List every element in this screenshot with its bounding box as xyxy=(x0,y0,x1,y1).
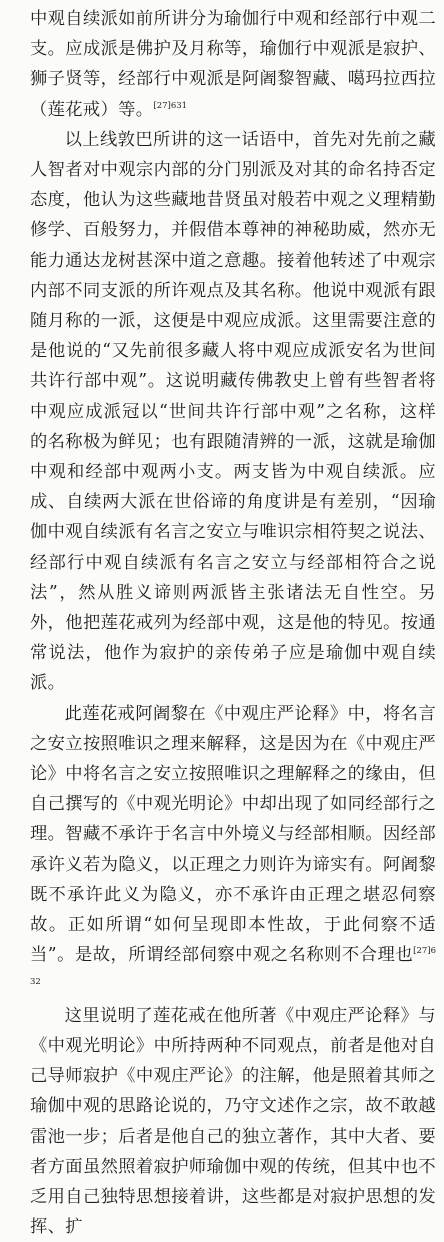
paragraph-1 xyxy=(30,4,436,125)
paragraph-4 xyxy=(30,1001,436,1242)
paragraph-3 xyxy=(30,699,436,1001)
citation-ref-1: [27]631 xyxy=(153,100,188,111)
paragraph-3-text: 此莲花戒阿阇黎在《中观庄严论释》中，将名言之安立按照唯识之理来解释，这是因为在《中观庄严论》中将名言之安立按照唯识之理解释之的缘由，但自己撰写的《中观光明论》中却出现了如同经部行之理。智藏不承许于名言中外境义与经部相顺。因经部承许义若为隐义，以正理之力则许为谛实有。阿阇黎既不承许此义为隐义，亦不承许由正理之堪忍伺察故。正如所谓“如何呈现即本性故，于此伺察不适当”。是故，所谓经部伺察中观之名称则不合理也 xyxy=(30,703,436,966)
paragraph-2-text: 以上线敦巴所讲的这一话语中，首先对先前之藏人智者对中观宗内部的分门别派及对其的命名持否定态度，他认为这些藏地昔贤虽对般若中观之义理精勤修学、百般努力，并假借本尊神的神秘助威，然亦无能力通达龙树甚深中道之意趣。接着他转述了中观宗内部不同支派的所许观点及其名称。他说中观派有跟随月称的一派，这便是中观应成派。这里需要注意的是他说的“又先前很多藏人将中观应成派安名为世间共许行部中观”。这说明藏传佛教史上曾有些智者将中观应成派冠以“世间共许行部中观”之名称，这样的名称极为鲜见；也有跟随清辨的一派，这就是瑜伽中观和经部中观两小支。两支皆为中观自续派。应成、自续两大派在世俗谛的角度讲是有差别，“因瑜伽中观自续派有名言之安立与唯识宗相符契之说法、经部行中观自续派有名言之安立与经部相符合之说法”，然从胜义谛则两派皆主张诸法无自性空。另外，他把莲花戒列为经部中观，这是他的特见。按通常说法，他作为寂护的亲传弟子应是瑜伽中观自续派。 xyxy=(30,129,436,694)
paragraph-4-text: 这里说明了莲花戒在他所著《中观庄严论释》与《中观光明论》中所持两种不同观点，前者是他对自己导师寂护《中观庄严论》的注解，他是照着其师之瑜伽中观的思路论说的，乃守文述作之宗，故不敢越雷池一步；后者是他自己的独立著作，其中大者、要者方面虽然照着寂护师瑜伽中观的传统，但其中也不乏用自己独特思想接着讲，这些都是对寂护思想的发挥、扩 xyxy=(30,1005,436,1238)
paragraph-2 xyxy=(30,125,436,699)
paragraph-1-text: 中观自续派如前所讲分为瑜伽行中观和经部行中观二支。应成派是佛护及月称等，瑜伽行中观派是寂护、狮子贤等，经部行中观派是阿阇黎智藏、噶玛拉西拉（莲花戒）等。 xyxy=(30,9,436,120)
citation-ref-2: [27]632 xyxy=(30,946,436,987)
